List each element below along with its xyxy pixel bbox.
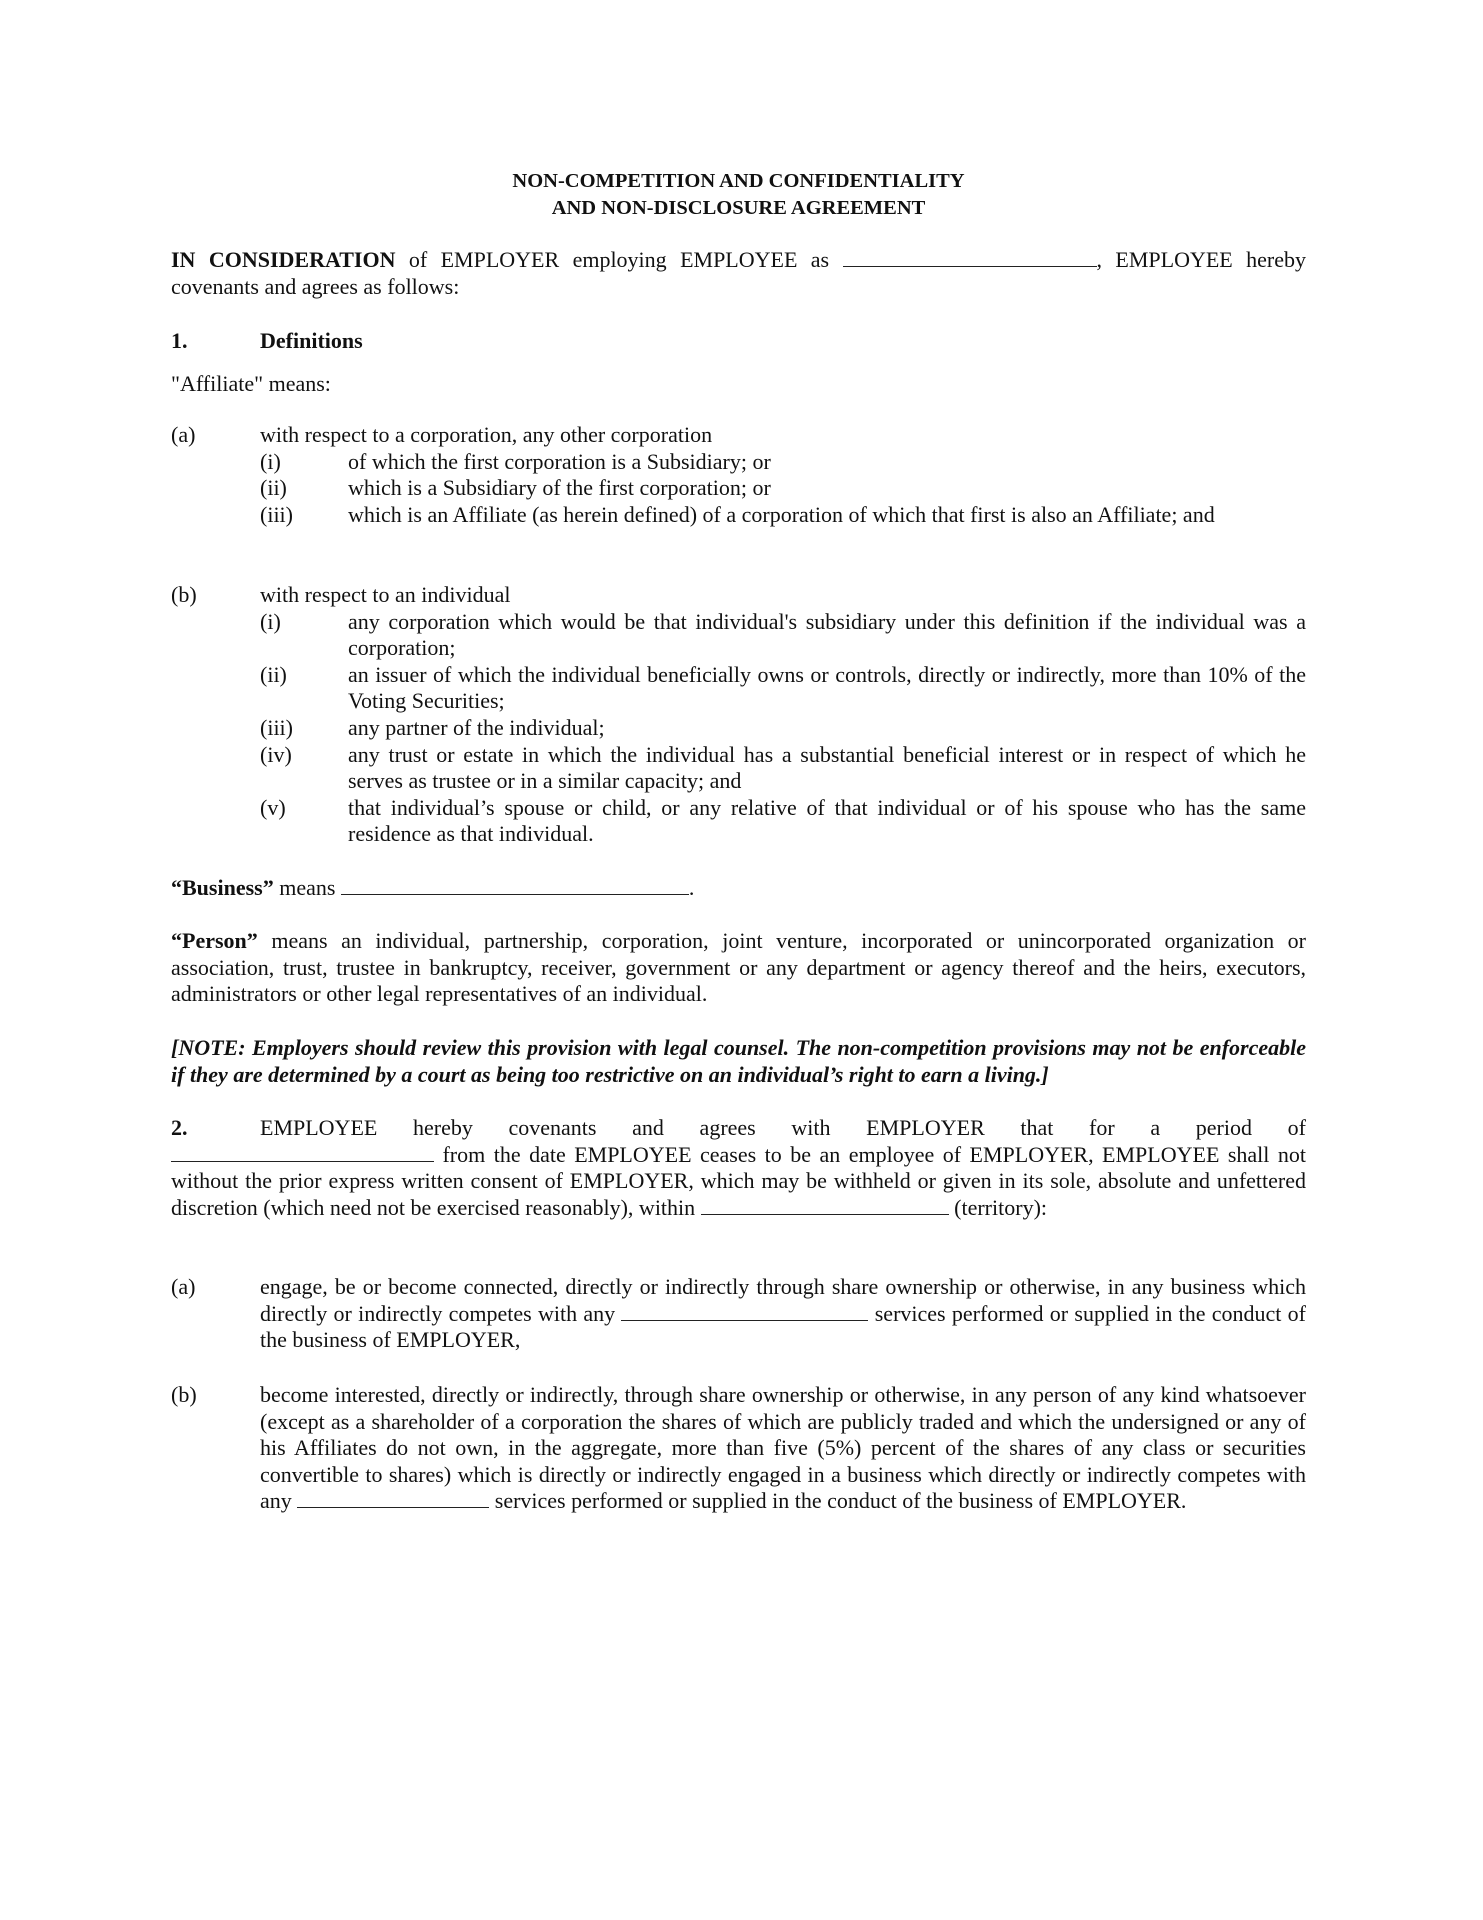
sub-item-label: (v) bbox=[260, 794, 286, 820]
sub-item-label: (i) bbox=[260, 448, 281, 474]
person-definition bbox=[171, 928, 1306, 1008]
legal-note: [NOTE: Employers should review this provision with legal counsel. The non-competition provisions may not be enforceable if they are determined by a court as being too restrictive on an individual’s right to earn a living.] bbox=[171, 1035, 1306, 1087]
intro-lead: IN CONSIDERATION bbox=[171, 247, 396, 272]
sub-item bbox=[260, 715, 1306, 742]
title-line-2: AND NON-DISCLOSURE AGREEMENT bbox=[551, 196, 926, 219]
clause-label: (a) bbox=[171, 1274, 196, 1299]
sub-item-text: an issuer of which the individual beneficially owns or controls, directly or indirectly, more than 10% of the Voting Securities; bbox=[348, 661, 1306, 714]
sub-item-label: (iii) bbox=[260, 501, 293, 527]
sub-item-text: that individual’s spouse or child, or any relative of that individual or of his spouse who has the same residence as that individual. bbox=[348, 794, 1306, 847]
sub-item-text: any corporation which would be that individual's subsidiary under this definition if the individual was a corporation; bbox=[348, 608, 1306, 661]
section-number: 1. bbox=[171, 328, 188, 353]
affiliate-clause-a bbox=[171, 422, 1306, 528]
clause-label: (a) bbox=[171, 422, 196, 447]
section-1-heading bbox=[171, 328, 1306, 355]
definition-text: means an individual, partnership, corporation, joint venture, incorporated or unincorporated organization or association, trust, trustee in bankruptcy, receiver, government or any department or agency thereof and the heirs, executors, administrators or other legal representatives of an individual. bbox=[171, 928, 1306, 1007]
sub-item bbox=[260, 449, 1306, 476]
sub-item-text: which is a Subsidiary of the first corporation; or bbox=[348, 475, 771, 501]
definition-text: means bbox=[273, 875, 341, 900]
intro-text-end: , EMPLOYEE hereby covenants and agrees as follows: bbox=[171, 247, 1306, 299]
document-title bbox=[171, 168, 1306, 221]
intro-paragraph bbox=[171, 247, 1306, 300]
definition-end: . bbox=[688, 875, 695, 900]
business-definition bbox=[171, 875, 1306, 902]
section-2-clause-a bbox=[171, 1274, 1306, 1354]
position-blank[interactable] bbox=[843, 248, 1097, 267]
territory-blank[interactable] bbox=[701, 1196, 949, 1215]
affiliate-clause-b bbox=[171, 582, 1306, 848]
clause-text: engage, be or become connected, directly or indirectly through share ownership or otherwise, in any business which directly or indirectly competes with any bbox=[260, 1274, 1306, 1326]
sub-item bbox=[260, 502, 1306, 529]
services-blank[interactable] bbox=[297, 1489, 489, 1508]
definition-term: “Business” bbox=[171, 875, 274, 900]
sub-item-text: which is an Affiliate (as herein defined) of a corporation of which that first is also an Affiliate; and bbox=[348, 501, 1215, 527]
sub-item-label: (ii) bbox=[260, 661, 287, 687]
sub-item-label: (i) bbox=[260, 608, 281, 634]
clause-text-end: services performed or supplied in the conduct of the business of EMPLOYER, bbox=[260, 1300, 1307, 1353]
services-blank[interactable] bbox=[621, 1302, 868, 1321]
sub-item-label: (iv) bbox=[260, 741, 292, 767]
section-2-clause-b bbox=[171, 1382, 1306, 1515]
clause-label: (b) bbox=[171, 582, 197, 607]
sub-item-text: of which the first corporation is a Subsidiary; or bbox=[348, 448, 771, 474]
definition-term: “Person” bbox=[171, 928, 258, 953]
section-2 bbox=[171, 1115, 1306, 1221]
section-heading: Definitions bbox=[260, 328, 363, 353]
title-line-1: NON-COMPETITION AND CONFIDENTIALITY bbox=[512, 170, 965, 192]
sub-item-text: any trust or estate in which the individual has a substantial beneficial interest or in respect of which he serves as trustee or in a similar capacity; and bbox=[348, 741, 1306, 794]
sub-item-label: (iii) bbox=[260, 714, 293, 740]
clause-text: become interested, directly or indirectly, through share ownership or otherwise, in any person of any kind whatsoever (except as a shareholder of a corporation the shares of which are publicly traded and which the undersigned or any of his Affiliates do not own, in the aggregate, more than five (5%) percent of the shares of any class or securities convertible to shares) which is directly or indirectly engaged in a business which directly or indirectly competes with any bbox=[260, 1382, 1306, 1514]
sub-item bbox=[260, 742, 1306, 795]
sub-item bbox=[260, 795, 1306, 848]
clause-label: (b) bbox=[171, 1382, 197, 1407]
intro-text: of EMPLOYER employing EMPLOYEE as bbox=[395, 247, 843, 272]
affiliate-intro: "Affiliate" means: bbox=[171, 371, 331, 396]
period-blank[interactable] bbox=[171, 1143, 434, 1162]
section-2-text: EMPLOYEE hereby covenants and agrees with EMPLOYER that for a period of bbox=[260, 1115, 1306, 1140]
section-number: 2. bbox=[171, 1115, 188, 1140]
clause-text-end: services performed or supplied in the conduct of the business of EMPLOYER. bbox=[489, 1488, 1187, 1514]
sub-item bbox=[260, 475, 1306, 502]
clause-text: with respect to an individual bbox=[260, 582, 511, 607]
sub-item-label: (ii) bbox=[260, 475, 287, 501]
clause-text: with respect to a corporation, any other corporation bbox=[260, 422, 713, 447]
sub-item bbox=[260, 609, 1306, 662]
business-blank[interactable] bbox=[341, 876, 689, 895]
section-2-text-cont: from the date EMPLOYEE ceases to be an employee of EMPLOYER, EMPLOYEE shall not without the prior express written consent of EMPLOYER, which may be withheld or given in its sole, absolute and unfettered discretion (which need not be exercised reasonably), within bbox=[171, 1141, 1306, 1220]
territory-label: (territory): bbox=[948, 1194, 1048, 1220]
sub-item-text: any partner of the individual; bbox=[348, 714, 605, 740]
sub-item bbox=[260, 662, 1306, 715]
